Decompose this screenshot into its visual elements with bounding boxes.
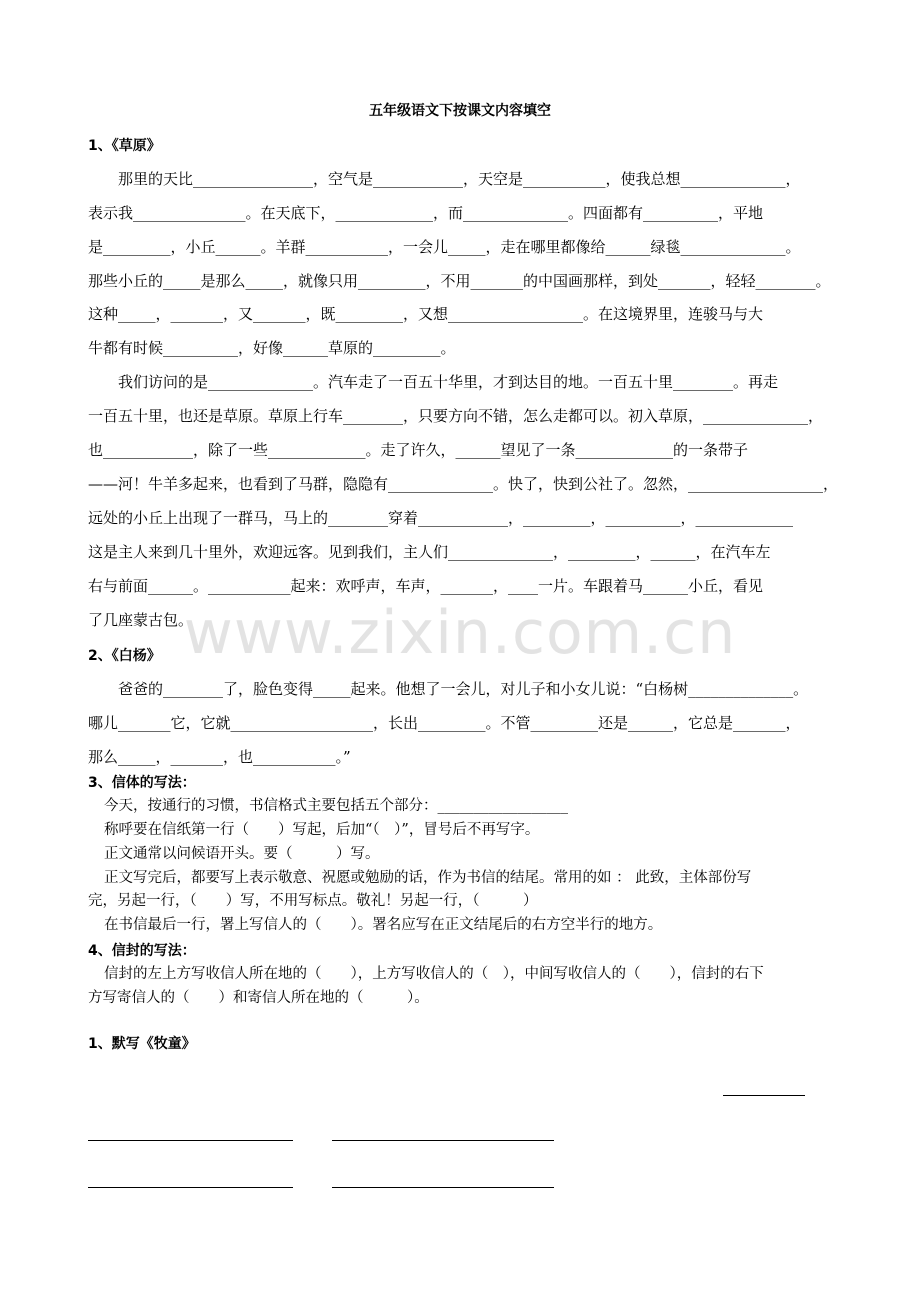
letter-line: 正文写完后，都要写上表示敬意、祝愿或勉励的话，作为书信的结尾。常用的如 ： 此致，主体部份写 [104, 870, 752, 886]
answer-blank-line[interactable] [88, 1187, 293, 1188]
caoyuan-line: 远处的小丘上出现了一群马，马上的________穿着____________，_________，__________，_____________ [88, 509, 794, 527]
section-heading-caoyuan: 1、《草原》 [88, 138, 161, 154]
caoyuan-line: 那些小丘的_____是那么_____，就像只用_________，不用_______的中国画那样，到处_______，轻轻________。 [88, 272, 831, 290]
envelope-line: 信封的左上方写收信人所在地的（ ），上方写收信人的（ ），中间写收信人的（ ），信封的右下 [104, 966, 764, 982]
section-heading-envelope: 4、信封的写法： [88, 943, 196, 959]
caoyuan-line: 是_________，小丘______。羊群___________，一会儿_____，走在哪里都像给______绿毯______________。 [88, 238, 801, 256]
page-title: 五年级语文下按课文内容填空 [369, 103, 551, 119]
caoyuan-line: ——河！牛羊多起来，也看到了马群，隐隐有______________。快了，快到公社了。忽然，__________________， [88, 475, 839, 493]
letter-line: 完，另起一行，（ ）写，不用写标点。敬礼！另起一行，（ ） [88, 893, 538, 909]
letter-line: 在书信最后一行，署上写信人的（ ）。署名应写在正文结尾后的右方空半行的地方。 [104, 917, 663, 933]
section-heading-mutong: 1、默写《牧童》 [88, 1036, 196, 1052]
caoyuan-line: 了几座蒙古包。 [88, 611, 194, 629]
caoyuan-line: 牛都有时候__________，好像______草原的_________。 [88, 339, 456, 357]
caoyuan-line: 表示我_______________。在天底下，_____________，而______________。四面都有__________，平地 [88, 204, 764, 222]
caoyuan-line: 一百五十里，也还是草原。草原上行车________，只要方向不错，怎么走都可以。初入草原，______________， [88, 407, 824, 425]
caoyuan-line: 这是主人来到几十里外，欢迎远客。见到我们，主人们______________，_________，______，在汽车左 [88, 543, 771, 561]
caoyuan-line: 那里的天比________________，空气是____________，天空是___________，使我总想______________， [118, 170, 801, 188]
answer-blank-line[interactable] [88, 1140, 293, 1141]
caoyuan-line: 也____________，除了一些_____________。走了许久，______望见了一条_____________的一条带子 [88, 441, 749, 459]
section-heading-baiyang: 2、《白杨》 [88, 648, 161, 664]
letter-line: 称呼要在信纸第一行（ ）写起，后加“（ ）”，冒号后不再写字。 [104, 822, 540, 838]
letter-line: 正文通常以问候语开头。要（ ）写。 [104, 846, 380, 862]
baiyang-line: 哪儿_______它，它就___________________，长出_________。不管_________还是______，它总是_______， [88, 714, 801, 732]
answer-blank-line[interactable] [723, 1095, 805, 1096]
answer-blank-line[interactable] [332, 1187, 554, 1188]
section-heading-letter: 3、信体的写法： [88, 775, 196, 791]
answer-blank-line[interactable] [332, 1140, 554, 1141]
watermark: www.zixin.com.cn [183, 598, 737, 668]
caoyuan-line: 右与前面______。___________起来：欢呼声，车声，_______，____一片。车跟着马______小丘，看见 [88, 577, 764, 595]
envelope-line: 方写寄信人的（ ）和寄信人所在地的（ ）。 [88, 990, 429, 1006]
caoyuan-line: 这种_____，_______，又_______，既_________，又想__________________。在这境界里，连骏马与大 [88, 305, 764, 323]
baiyang-line: 爸爸的________了，脸色变得_____起来。他想了一会儿，对儿子和小女儿说：“白杨树______________。 [118, 680, 809, 698]
baiyang-line: 那么_____，_______，也___________。” [88, 748, 351, 766]
letter-line: 今天，按通行的习惯，书信格式主要包括五个部分：__________________ [104, 798, 568, 814]
caoyuan-line: 我们访问的是______________。汽车走了一百五十华里，才到达目的地。一百五十里________。再走 [118, 373, 779, 391]
